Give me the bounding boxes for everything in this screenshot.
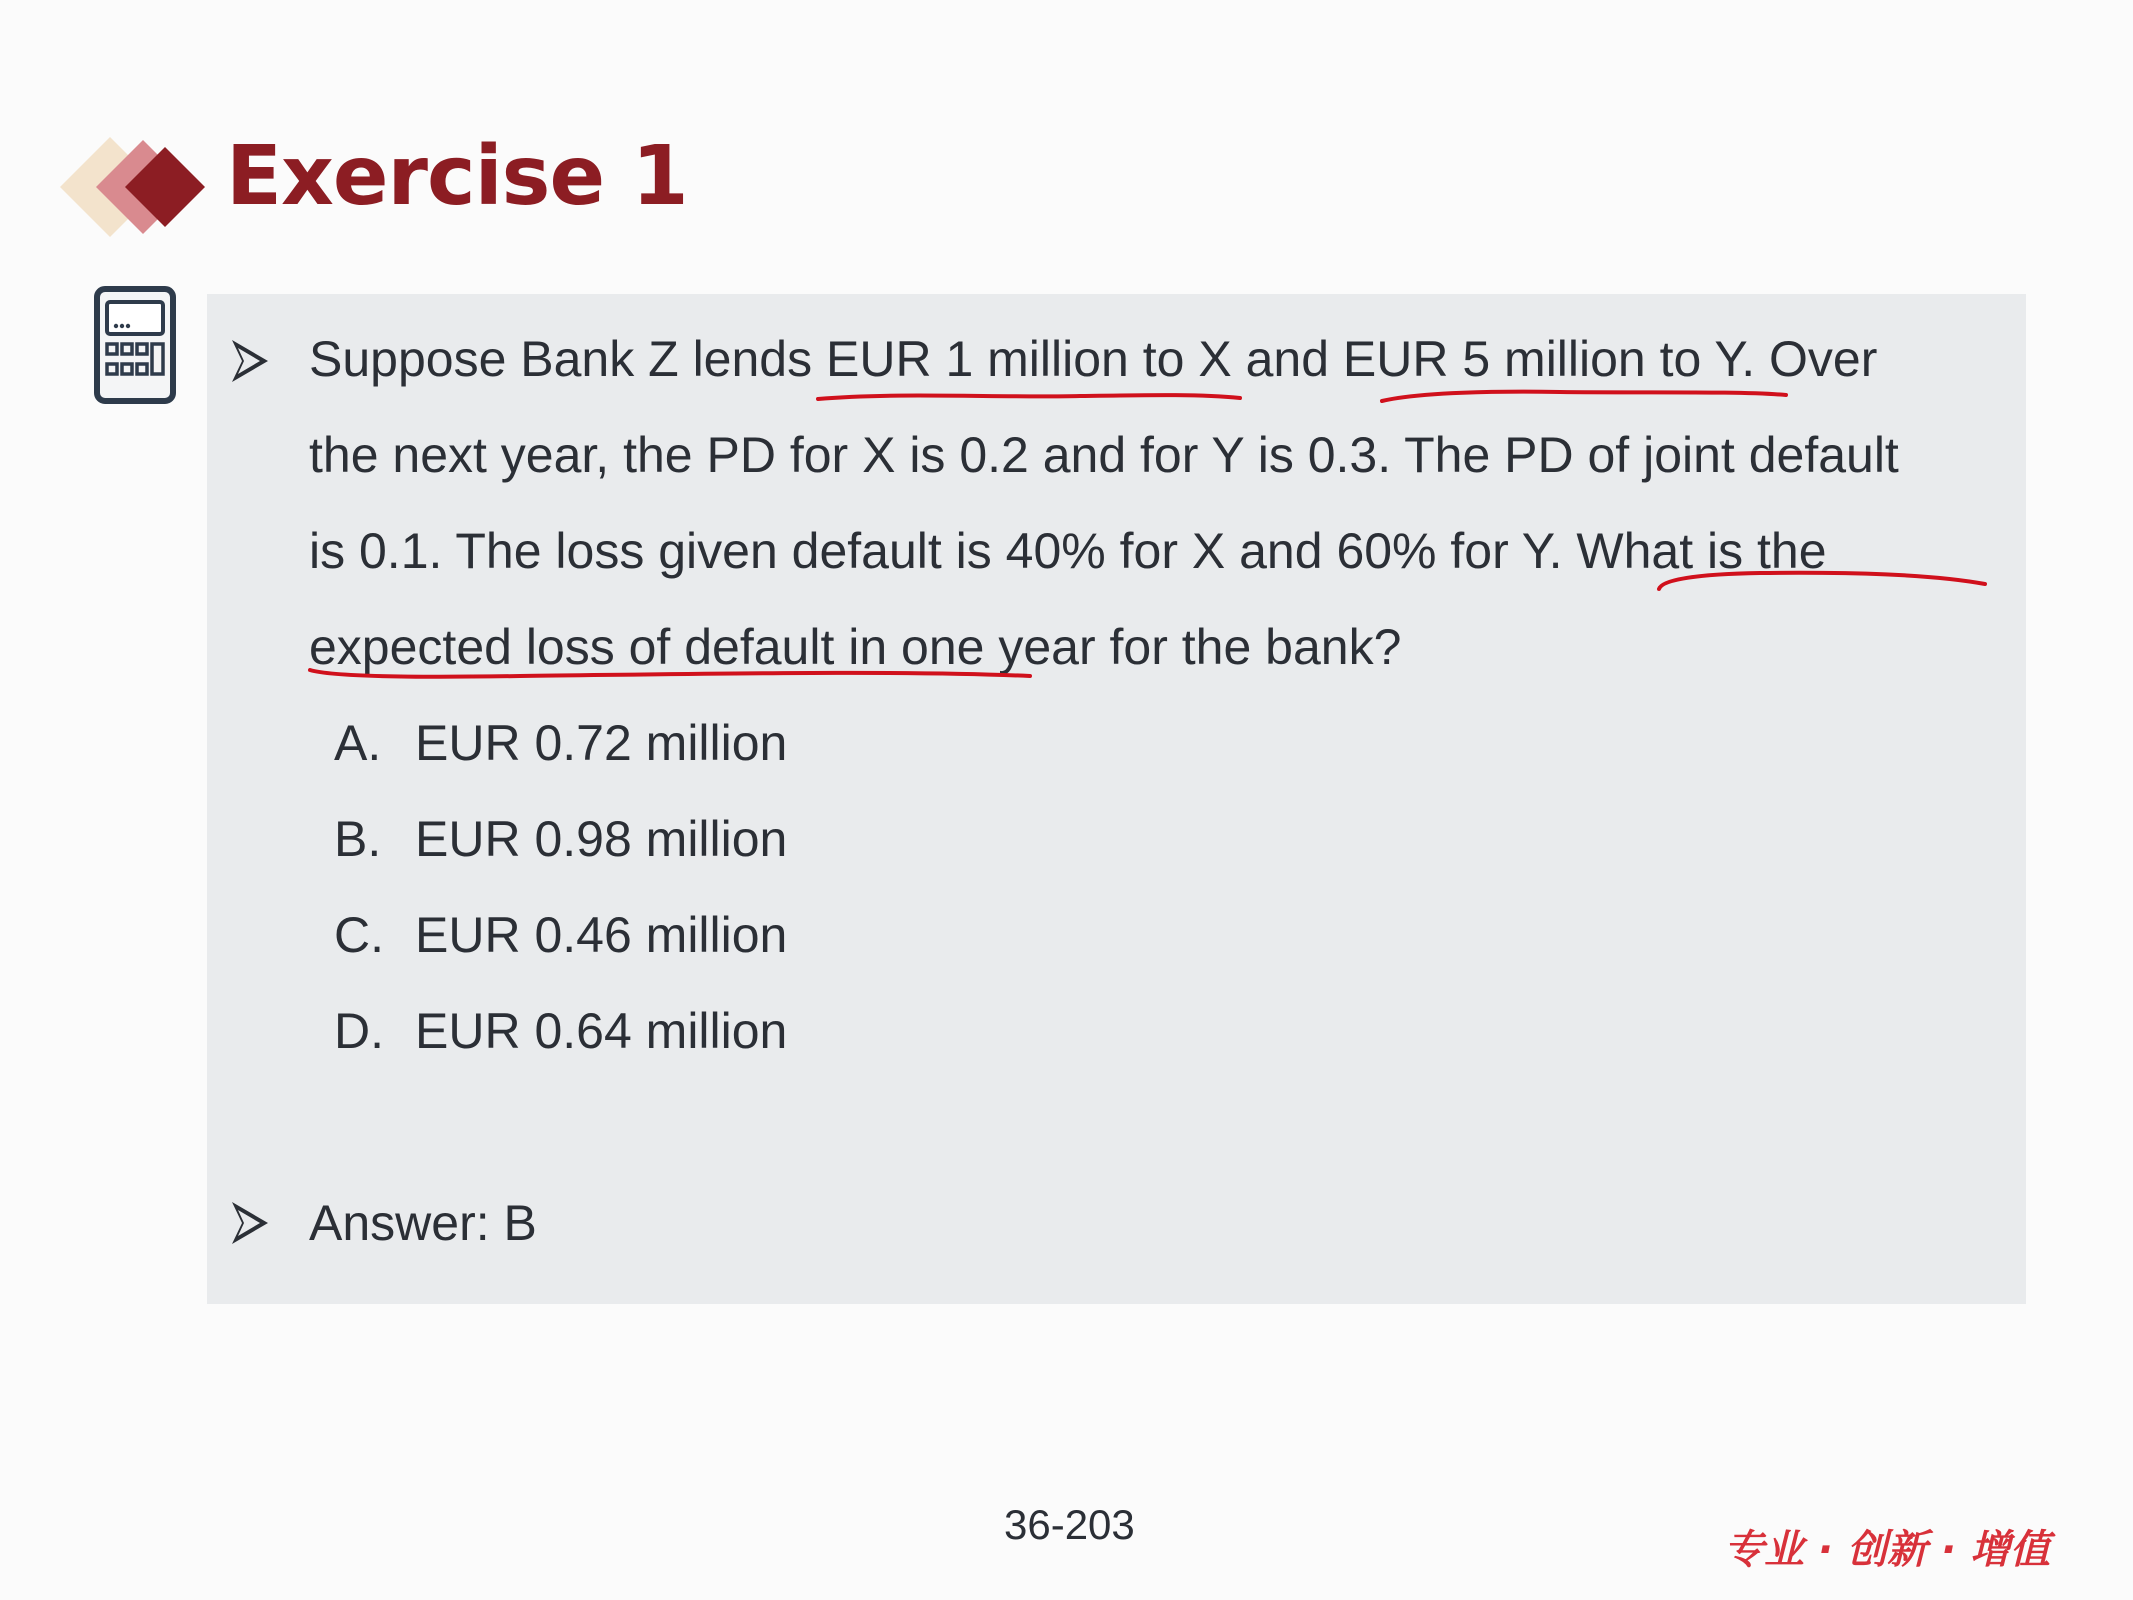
answer-text: Answer: B — [309, 1195, 537, 1251]
question-line-3: is 0.1. The loss given default is 40% for X and 60% for Y. What is the — [309, 523, 1827, 579]
diamond-logo-icon — [55, 132, 215, 242]
calculator-icon — [94, 286, 176, 404]
option-a-text: EUR 0.72 million — [415, 715, 788, 771]
option-d-letter: D. — [334, 1003, 384, 1059]
option-b-letter: B. — [334, 811, 382, 867]
question-line-1: Suppose Bank Z lends EUR 1 million to X and EUR 5 million to Y. Over — [309, 331, 1878, 387]
option-c-letter: C. — [334, 907, 384, 963]
arrow-bullet-icon — [230, 338, 270, 384]
question-line-2: the next year, the PD for X is 0.2 and for Y is 0.3. The PD of joint default — [309, 427, 1899, 483]
option-d-text: EUR 0.64 million — [415, 1003, 788, 1059]
question-line-4: expected loss of default in one year for the bank? — [309, 619, 1402, 675]
arrow-bullet-icon — [230, 1200, 270, 1246]
page-number: 36-203 — [1004, 1501, 1135, 1548]
option-b-text: EUR 0.98 million — [415, 811, 788, 867]
option-a-letter: A. — [334, 715, 382, 771]
slogan: 专业 · 创新 · 增值 — [1724, 1527, 2051, 1573]
page-title: Exercise 1 — [226, 129, 688, 224]
option-c-text: EUR 0.46 million — [415, 907, 788, 963]
